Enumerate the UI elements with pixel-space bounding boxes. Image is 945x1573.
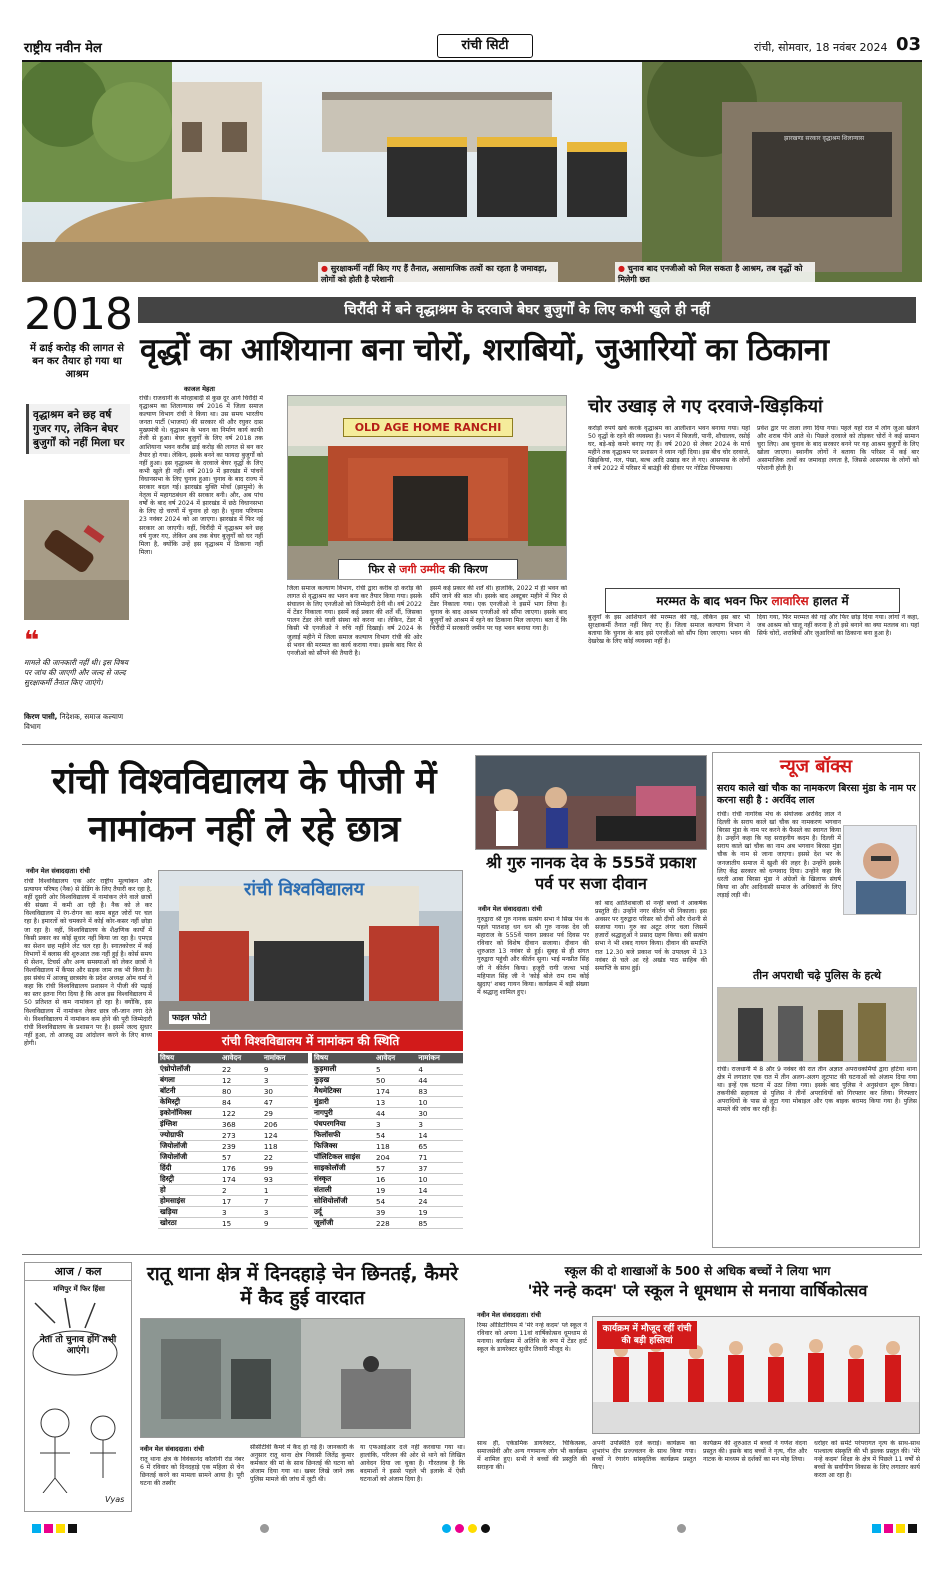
admissions-cell: 22 [262, 1152, 308, 1163]
table-row [158, 1086, 308, 1097]
subject-cell: जियोलॉजी [158, 1141, 220, 1152]
applications-cell: 50 [374, 1075, 416, 1086]
table-row [158, 1207, 308, 1218]
top-caption-left: ● सुरक्षाकर्मी नहीं किए गए हैं तैनात, असामाजिक तत्वों का रहता है जमावड़ा, लोगों को होती है परेशानी [318, 262, 558, 286]
table-title: रांची विश्वविद्यालय में नामांकन की स्थिति [158, 1031, 463, 1051]
admissions-cell: 93 [262, 1174, 308, 1185]
story2-body: रांची विश्वविद्यालय एक ओर राष्ट्रीय मूल्यांकन और प्रत्यायन परिषद (नैक) से ग्रेडिंग के लिए तैयारी कर रहा है, वहीं दूसरी ओर विश्वविद्यालय में नामांकन लेने वाले छात्रों की संख्या में कमी आ रही है। नैक को ले कर विश्वविद्यालय में रंग-रोगन का काम बहुत जोरों पर चल रहा है। इमारतों को चमकाने में कोई कोर-कसर नहीं छोड़ा जा रहा है। वहीं, विश्वविद्यालय के शैक्षणिक कार्यों में किसी प्रकार का कोई सुधार नहीं किया जा रहा है। एमएड का सेशन छह महीने लेट चल रहा है। स्नातकोत्तर में कई विभागों में क्लास की शुरुआत तक नहीं हुई है। कोर्स समय से सेशन, टिचर्स और अन्य समस्याओं को लेकर छात्रों ने विश्वविद्यालय में कैंपस और सड़क जाम तक भी किया है। इस संबंध में आजसू छात्रसंघ के प्रदेश अध्यक्ष ओम वर्मा ने कहा कि रांची विश्वविद्यालय प्रशासन ने पीजी की पढ़ाई का स्तर इतना गिरा दिया है कि आज इस विश्वविद्यालय में 50 प्रतिशत से कम नामांकन हो रहा है। क्योंकि, इस विश्वविद्यालय में नामांकन लेकर छात्र जी-जान लगा देते थे। विश्वविद्यालय में नामांकन कम होने की पूरी जिम्मेदारी रांची विश्वविद्यालय के प्रशासन पर है। इसमें जल्द सुधार नहीं हुआ, तो आजसू उग्र आंदोलन करने के लिए बाध्य होगी। [24, 878, 152, 1047]
story4-body-col3: या एफआईआर दर्ज नहीं करवाया गया था। हालांकि, परिजन की ओर से थाने को लिखित आवेदन दिया जा चुका है। गौरतलब है कि बदमाशों ने इससे पहले भी इलाके में ऐसी घटनाओं को अंजाम दिया है। [360, 1444, 465, 1484]
applications-cell: 15 [220, 1218, 262, 1229]
admissions-cell: 3 [262, 1075, 308, 1086]
story2-byline: नवीन मेल संवाददाता। रांची [26, 867, 90, 875]
table-row [158, 1218, 308, 1229]
red-bullet: ● [618, 264, 628, 273]
applications-cell: 17 [220, 1196, 262, 1207]
story1-body-col2: जिला समाज कल्याण विभाग, रांची द्वारा करीब दो करोड़ की लागत से वृद्धाश्रम का भवन बना कर तैयार किया गया। इसके संचालन के लिए एनजीओ को जिम्मेदारी देनी थी। वर्ष 2022 में टेंडर निकाला गया। इसमें कई प्रकार की शर्तें थीं, जिसका पालन टेंडर लेने वाली संस्था को करना था। लेकिन, टेंडर में किसी भी एनजीओ ने रुचि नहीं दिखाई। वर्ष 2024 के जुलाई महीने में जिला समाज कल्याण विभाग रांची की ओर से भवन की मरम्मत का कार्य कराया गया। इसके बाद फिर से एनजीओ को सौंपने की तैयारी है। [287, 585, 422, 657]
admissions-cell: 3 [262, 1207, 308, 1218]
table-row [158, 1163, 308, 1174]
subject-cell: बंगला [158, 1075, 220, 1086]
admissions-cell: 37 [416, 1163, 463, 1174]
story3-body-col1: गुरुद्वारा श्री गुरु नानक सत्संग सभा ने सिख पंथ के पहले पातशाह धन धन श्री गुरु नानक देव जी महाराज के 555वें पावन प्रकाश पर्व दिवस पर रविवार को विशेष दीवान सजाया। दीवान की शुरुआत 13 नवंबर से हुई। सुबह से ही संगत गुरुद्वारा पहुंची और कीर्तन सुना। भाई मनप्रीत सिंह जी ने कीर्तन किया। हजूरी रागी जत्था भाई महिपाल सिंह जी ने 'कोई बोले राम राम कोई खुदाए' शबद गायन किया। कार्यक्रम में बड़ी संख्या में श्रद्धालु शामिल हुए। [477, 916, 589, 996]
admissions-cell: 47 [262, 1097, 308, 1108]
admissions-cell: 83 [416, 1086, 463, 1097]
table-row [312, 1218, 463, 1229]
subject-cell: हिंदी [158, 1163, 220, 1174]
admissions-cell: 14 [416, 1185, 463, 1196]
story4-body-col2: सीसीटीवी कैमरे में कैद हो गई है। जानकारी के अनुसार रातू थाना क्षेत्र निवासी जितेंद्र कुमार कर्मकार की मां के साथ छिनतई की घटना को अंजाम दिया गया था। खबर लिखे जाने तक पुलिस मामले की जांच में जुटी थी। [250, 1444, 354, 1484]
person-photo [843, 825, 917, 915]
enrollment-table-left [158, 1053, 308, 1229]
admissions-cell: 30 [416, 1108, 463, 1119]
subject-cell: नागपुरी [312, 1108, 374, 1119]
subject-cell: उर्दू [312, 1207, 374, 1218]
subject-cell: खोरठा [158, 1218, 220, 1229]
file-photo-label: फाइल फोटो [169, 1011, 210, 1024]
cartoon-label: आज / कल [25, 1263, 131, 1281]
reg-dot-cyan [442, 1524, 451, 1533]
table-row [312, 1064, 463, 1075]
table-row [312, 1130, 463, 1141]
reg-dot-black [481, 1524, 490, 1533]
color-patch-magenta [44, 1524, 53, 1533]
section-label: रांची सिटी [437, 34, 533, 58]
table-row [312, 1163, 463, 1174]
subject-cell: मैथमेटिक्स [312, 1086, 374, 1097]
admissions-cell: 3 [416, 1119, 463, 1130]
story5-kicker: स्कूल की दो शाखाओं के 500 से अधिक बच्चों ने लिया भाग [564, 1264, 831, 1278]
cartoon-bubble: नेता तो चुनाव होंगे तभी आएंगे। [39, 1335, 117, 1356]
story1-body-col7: दिया गया, फिर मरम्मत की गई और फिर छोड़ दिया गया। लोगों ने कहा, जब आश्रम को चालू नहीं करना है तो इसे बनाने का क्या मतलब था। यहां सिर्फ चोरों, शराबियों और जुआरियों का ठिकाना बना हुआ है। [757, 614, 919, 638]
story1-headline: वृद्धों का आशियाना बना चोरों, शराबियों, जुआरियों का ठिकाना [140, 332, 829, 368]
applications-cell: 3 [374, 1119, 416, 1130]
table-row [158, 1108, 308, 1119]
applications-cell: 273 [220, 1130, 262, 1141]
gurdwara-photo [475, 755, 707, 850]
subject-cell: बॉटनी [158, 1086, 220, 1097]
news-item2-title: तीन अपराधी चढ़े पुलिस के हत्थे [752, 969, 882, 982]
top-photo [22, 62, 922, 282]
admissions-cell: 99 [262, 1163, 308, 1174]
subject-cell: फिजिक्स [312, 1141, 374, 1152]
applications-cell: 54 [374, 1196, 416, 1207]
table-row [312, 1075, 463, 1086]
story5-body-col1: रिम्स ऑडिटोरियम में 'मेरे नन्हे कदम' प्ले स्कूल ने रविवार को अपना 11वां वार्षिकोत्सव धूमधाम से मनाया। कार्यक्रम में अतिथि के रूप में टेंडर हार्ट स्कूल के डायरेक्टर सुधीर तिवारी मौजूद थे। [477, 1322, 587, 1354]
subject-cell: हो [158, 1185, 220, 1196]
top-caption-right: ● चुनाव बाद एनजीओ को मिल सकता है आश्रम, तब वृद्धों को मिलेगी छत [615, 262, 815, 286]
table-row [312, 1152, 463, 1163]
color-patch-cyan [32, 1524, 41, 1533]
cartoon-top-text: मणिपुर में फिर हिंसा [53, 1285, 105, 1293]
applications-cell: 122 [220, 1108, 262, 1119]
subject-cell: हिस्ट्री [158, 1174, 220, 1185]
admissions-cell: 7 [262, 1196, 308, 1207]
quote-text: मामले की जानकारी नहीं थी। इस विषय पर जांच की जाएगी और जल्द से जल्द सुरक्षाकर्मी तैनात किए जाएंगे। [24, 658, 129, 687]
subject-cell: संताली [312, 1185, 374, 1196]
table-header: विषय [312, 1053, 374, 1064]
page-number: 03 [896, 34, 922, 55]
news-box-title: न्यूज बॉक्स [779, 756, 853, 777]
story3-byline: नवीन मेल संवाददाता। रांची [478, 905, 542, 913]
police-image [718, 988, 917, 1062]
story4-body-col1: रातू थाना क्षेत्र के विवेकानंद कॉलोनी रोड नंबर 6 में रविवार को दिनदहाड़े एक महिला से चेन छिनतई करने का मामला सामने आया है। पूरी घटना की तस्वीर [140, 1456, 244, 1488]
table-row [312, 1119, 463, 1130]
story5-body-col5: धरोहर को समेटे परंपरागत नृत्य के साथ-साथ पाश्चात्य संस्कृति की भी झलक प्रस्तुत की। 'मेरे नन्हे कदम' शिक्षा के क्षेत्र में पिछले 11 वर्षों से बच्चों के सर्वांगीण विकास के लिए लगातार कार्य करता आ रहा है। [814, 1440, 920, 1480]
table-row [312, 1185, 463, 1196]
person-image [844, 826, 917, 915]
story4-headline: रातू थाना क्षेत्र में दिनदहाड़े चेन छिनतई, कैमरे में कैद हुई वारदात [146, 1263, 459, 1309]
applications-cell: 84 [220, 1097, 262, 1108]
admissions-cell: 71 [416, 1152, 463, 1163]
applications-cell: 12 [220, 1075, 262, 1086]
date-line: रांची, सोमवार, 18 नवंबर 2024 [754, 41, 888, 54]
subject-cell: सोशियोलॉजी [312, 1196, 374, 1207]
table-row [158, 1152, 308, 1163]
signboard-text: झारखण्ड सरकार वृद्धाश्रम शिलान्यास [784, 135, 864, 142]
enrollment-table [158, 1053, 308, 1229]
story3-body-col2: को बाद आतिशबाजी से नन्हीं बच्चों ने आकर्षक प्रस्तुति दी। उन्होंने नगर कीर्तन भी निकाला। इस अवसर पर गुरुद्वारा परिसर को दीयों और रोशनी से सजाया गया। गुरु का अटूट लंगर चला जिसमें हजारों श्रद्धालुओं ने प्रसाद ग्रहण किया। स्त्री सत्संग सभा ने भी शबद गायन किया। दीवान की समाप्ति रात 12.30 बजे प्रकाश पर्व के उपलक्ष्य में 13 नवंबर से चले आ रहे अखंड पाठ साहिब की समाप्ति के साथ हुई। [595, 900, 707, 972]
admissions-cell: 14 [416, 1130, 463, 1141]
top-photo-strip [22, 62, 922, 282]
quote-mark: ❝ [24, 626, 40, 656]
admissions-cell: 44 [416, 1075, 463, 1086]
table-row [312, 1108, 463, 1119]
applications-cell: 5 [374, 1064, 416, 1075]
applications-cell: 174 [220, 1174, 262, 1185]
admissions-cell: 65 [416, 1141, 463, 1152]
admissions-cell: 4 [416, 1064, 463, 1075]
subject-cell: संस्कृत [312, 1174, 374, 1185]
applications-cell: 368 [220, 1119, 262, 1130]
masthead [22, 34, 922, 60]
color-patch-magenta [884, 1524, 893, 1533]
admissions-cell: 118 [262, 1141, 308, 1152]
subject-cell: कुड़ख [312, 1075, 374, 1086]
applications-cell: 57 [374, 1163, 416, 1174]
bottle-photo [24, 500, 129, 620]
admissions-cell: 10 [416, 1097, 463, 1108]
subject-cell: कुड़माली [312, 1064, 374, 1075]
reg-dot-magenta [455, 1524, 464, 1533]
table-header: आवेदन [374, 1053, 416, 1064]
subject-cell: पॉलिटिकल साइंस [312, 1152, 374, 1163]
table-row [158, 1119, 308, 1130]
subject-cell: इकोनॉमिक्स [158, 1108, 220, 1119]
table-header: विषय [158, 1053, 220, 1064]
admissions-cell: 30 [262, 1086, 308, 1097]
school-photo-caption: कार्यक्रम में मौजूद रहीं रांची की बड़ी हस्तियां [597, 1321, 697, 1349]
applications-cell: 44 [374, 1108, 416, 1119]
subject-cell: होमसाइंस [158, 1196, 220, 1207]
subject-cell: जूलॉजी [312, 1218, 374, 1229]
subject-cell: पंचपरगनिया [312, 1119, 374, 1130]
subject-cell: खड़िया [158, 1207, 220, 1218]
subject-cell: इंग्लिश [158, 1119, 220, 1130]
applications-cell: 3 [220, 1207, 262, 1218]
subject-cell: एंथ्रोपोलॉजी [158, 1064, 220, 1075]
reg-dot-yellow [468, 1524, 477, 1533]
story1-byline: काजल मेहता [184, 385, 215, 393]
enrollment-table [312, 1053, 463, 1229]
story1-kicker: चिरौंदी में बने वृद्धाश्रम के दरवाजे बेघर बुजुर्गों के लिए कभी खुले ही नहीं [138, 297, 916, 323]
admissions-cell: 85 [416, 1218, 463, 1229]
reg-dot [260, 1524, 269, 1533]
table-row [158, 1196, 308, 1207]
story2-headline: रांची विश्वविद्यालय के पीजी में नामांकन नहीं ले रहे छात्र [51, 761, 437, 850]
news-item2-body: रांची। राजधानी में 8 और 9 नवंबर की रात तीन अज्ञात अपराधकर्मियों द्वारा हटिया थाना क्षेत्र में लगातार एक रात में तीन अलग-अलग लूटपाट की घटनाओं को अंजाम दिया गया था। इन्हें एक घटना में उठा लिया गया। इसके बाद पुलिस ने अनुसंधान शुरू किया। तकनीकी सहायता से पुलिस ने तीनों अपराधियों को गिरफ्तार कर लिया। गिरफ्तार अपराधियों के पास से लूटा गया मोबाइल और एक बाइक बरामद किया गया है। पुलिस मामले की जांच कर रही है। [717, 1066, 917, 1114]
registration-bar [22, 1522, 922, 1534]
subject-cell: फिलॉसफी [312, 1130, 374, 1141]
admissions-cell: 1 [262, 1185, 308, 1196]
subject-cell: साइकोलॉजी [312, 1163, 374, 1174]
applications-cell: 174 [374, 1086, 416, 1097]
old-age-home-photo [287, 395, 567, 580]
table-row [158, 1185, 308, 1196]
table-row [312, 1097, 463, 1108]
color-patch-black [908, 1524, 917, 1533]
table-header: आवेदन [220, 1053, 262, 1064]
story1-body-col4: करोड़ों रुपये खर्च करके वृद्धाश्रम का आलीशान भवन बनाया गया। यहां 50 वृद्धों के रहने की व्यवस्था है। भवन में बिजली, पानी, शौचालय, रसोई घर, बड़े-बड़े कमरे बनाए गए हैं। वर्ष 2020 से लेकर 2024 के मार्च महीने तक वृद्धाश्रम पर प्रशासन ने ध्यान नहीं दिया। इस बीच चोर दरवाजे, खिड़कियां, नल, पंखा, बल्ब आदि उखाड़ कर ले गए। आसपास के लोगों ने वर्ष 2022 में परिसर में बाउंड्री की दीवार पर नोटिस चिपकाया। [588, 425, 750, 473]
admissions-cell: 124 [262, 1130, 308, 1141]
applications-cell: 54 [374, 1130, 416, 1141]
story4-byline: नवीन मेल संवाददाता। रांची [140, 1445, 204, 1453]
applications-cell: 13 [374, 1097, 416, 1108]
quote-author: किरण पासी, निदेशक, समाज कल्याण विभाग [24, 712, 124, 731]
admissions-cell: 206 [262, 1119, 308, 1130]
table-header: नामांकन [416, 1053, 463, 1064]
story5-headline: 'मेरे नन्हे कदम' प्ले स्कूल ने धूमधाम से मनाया वार्षिकोत्सव [527, 1281, 868, 1300]
divider [22, 1254, 922, 1255]
applications-cell: 239 [220, 1141, 262, 1152]
table-row [312, 1086, 463, 1097]
table-header: नामांकन [262, 1053, 308, 1064]
police-photo [717, 987, 917, 1062]
table-row [312, 1174, 463, 1185]
subject-cell: मुंडारी [312, 1097, 374, 1108]
admissions-cell: 9 [262, 1064, 308, 1075]
subject-cell: जियोलॉजी [158, 1152, 220, 1163]
gurdwara-image [476, 756, 707, 850]
subject-cell: केमिस्ट्री [158, 1097, 220, 1108]
school-photo [592, 1316, 920, 1434]
subject-cell: ज्योग्राफी [158, 1130, 220, 1141]
story1-body-col1: रांची। राजधानी के मोरहाबादी से कुछ दूर आगे चिरौंदी में वृद्धाश्रम का शिलान्यास वर्ष 2016 में जिला समाज कल्याण विभाग रांची ने किया था। उस समय भारतीय जनता पार्टी (भाजपा) की सरकार थी और रघुवर दास मुख्यमंत्री थे। वृद्धाश्रम के भवन का निर्माण कार्य काफी तेजी से हुआ। बेघर बुजुर्गों के लिए वर्ष 2018 तक आशियाना भवन करीब ढाई करोड़ की लागत से बन कर तैयार हो गया। लेकिन, इसके बनने का फायदा बुजुर्गों को नहीं हुआ। इस वृद्धाश्रम के दरवाजे बेघर वृद्धों के लिए कभी खुले ही नहीं। वर्ष 2019 में झारखंड में पांचवें विधानसभा के लिए चुनाव हुआ। चुनाव के बाद राज्य में सरकार बदल गई। झारखंड मुक्ति मोर्चा (झामुमो) के नेतृत्व में महागठबंधन की सरकार बनी। और, अब पांच वर्षों के बाद वर्ष 2024 में झारखंड में छठे विधानसभा के लिए दो चरणों में चुनाव हो रहा है। चुनाव परिणाम 23 नवंबर 2024 को आ जाएगा। झारखंड में फिर नई सरकार आ जाएगी। वहीं, चिरौंदी में वृद्धाश्रम बने छह वर्ष गुजर गए, लेकिन अब तक बेघर बुजुर्गों को घर नहीं मिला है, क्योंकि उन्हें इस वृद्धाश्रम में ठिकाना नहीं मिला। [139, 395, 263, 556]
brand-logo: राष्ट्रीय नवीन मेल [24, 41, 102, 56]
applications-cell: 22 [220, 1064, 262, 1075]
color-patch-black [68, 1524, 77, 1533]
story1-sub1: चोर उखाड़ ले गए दरवाजे-खिड़कियां [588, 396, 823, 417]
color-patch-yellow [896, 1524, 905, 1533]
table-row [158, 1097, 308, 1108]
table-row [158, 1141, 308, 1152]
story1-body-col3: इसमें कई प्रकार की शर्तें थीं। हालांकि, 2022 में ही भवन को सौंपे जाने की बात थी। इसके बाद अक्टूबर महीने में फिर से टेंडर निकाला गया। एक एनजीओ ने इसमें भाग लिया है। चुनाव के बाद आश्रम एनजीओ को सौंपा जाएगा। इसके बाद बुजुर्गों को आश्रम में रहने का ठिकाना मिल जाएगा। बता दें कि चिरौंदी में सरकारी जमीन पर यह भवन बनाया गया है। [430, 585, 567, 633]
caption-highlight: जगी उम्मीद [399, 563, 445, 576]
pull-quote: वृद्धाश्रम बने छह वर्ष गुजर गए, लेकिन बेघर बुजुर्गों को नहीं मिला घर [26, 404, 130, 454]
sub2-highlight: लावारिस [771, 594, 809, 608]
enrollment-table-right [312, 1053, 463, 1229]
color-patch-yellow [56, 1524, 65, 1533]
university-sign: रांची विश्वविद्यालय [243, 879, 365, 900]
applications-cell: 2 [220, 1185, 262, 1196]
table-row [312, 1196, 463, 1207]
story5-byline: नवीन मेल संवाददाता। रांची [477, 1311, 541, 1319]
cartoon-panel [24, 1262, 132, 1512]
applications-cell: 16 [374, 1174, 416, 1185]
applications-cell: 57 [220, 1152, 262, 1163]
admissions-cell: 19 [416, 1207, 463, 1218]
table-row [158, 1064, 308, 1075]
applications-cell: 118 [374, 1141, 416, 1152]
story1-sub2: मरम्मत के बाद भवन फिर लावारिस हालत में [605, 588, 900, 613]
table-row [312, 1141, 463, 1152]
applications-cell: 19 [374, 1185, 416, 1196]
applications-cell: 204 [374, 1152, 416, 1163]
story1-body-col6: बुजुर्गों के इस आशियाने की मरम्मत की गई, लेकिन इस बार भी सुरक्षाकर्मी तैनात नहीं किए गए हैं। जिला समाज कल्याण विभाग ने बताया कि चुनाव के बाद इसे एनजीओ को सौंप दिया जाएगा। भवन की देखरेख के लिए कोई व्यवस्था नहीं है। [588, 614, 750, 646]
color-patch-cyan [872, 1524, 881, 1533]
admissions-cell: 29 [262, 1108, 308, 1119]
news-box [712, 752, 920, 1248]
admissions-cell: 10 [416, 1174, 463, 1185]
admissions-cell: 9 [262, 1218, 308, 1229]
story1-body-col5: प्रवेश द्वार पर ताला लगा दिया गया। पहले यहां रात में लोग जुआ खेलने और शराब पीने आते थे। पिछले दरवाजे को तोड़कर चोरों ने कई सामान चुरा लिए। अब चुनाव के बाद सरकार बनने पर यह आश्रम बुजुर्गों के लिए खोला जाएगा। स्थानीय लोगों ने बताया कि परिसर में कई बार असामाजिक तत्वों का जमावड़ा लगता है, जिससे आसपास के लोगों को परेशानी होती है। [757, 425, 919, 473]
news-item1-body: रांची। रांची नागरिक मंच के संयोजक अरविंद लाल ने दिल्ली के सराय काले खां चौक का नामकरण भगवान बिरसा मुंडा के नाम पर करने के फैसले का स्वागत किया है। उन्होंने कहा कि यह सराहनीय कदम है। दिल्ली में सराय काले खां चौक का नाम अब भगवान बिरसा मुंडा चौक के नाम से जाना जाएगा। इससे देश भर के जनजातीय समाज में खुशी की लहर है। उन्होंने इसके लिए केंद्र सरकार को धन्यवाद दिया। उन्होंने कहा कि धरती आबा बिरसा मुंडा ने अंग्रेजों के खिलाफ संघर्ष किया था और आदिवासी समाज के अधिकारों के लिए लड़ाई लड़ी थी। [717, 811, 841, 899]
applications-cell: 176 [220, 1163, 262, 1174]
applications-cell: 228 [374, 1218, 416, 1229]
table-row [312, 1207, 463, 1218]
side-year: 2018 [24, 289, 132, 340]
cctv-photo [140, 1318, 465, 1438]
divider [22, 744, 922, 745]
old-age-home-sign: OLD AGE HOME RANCHI [343, 418, 513, 437]
story5-body-col4: कार्यक्रम की शुरुआत में बच्चों ने गणेश वंदना प्रस्तुत की। इसके बाद बच्चों ने नृत्य, गीत और नाटक के माध्यम से दर्शकों का मन मोह लिया। [703, 1440, 807, 1464]
story3-headline: श्री गुरु नानक देव के 555वें प्रकाश पर्व पर सजा दीवान [485, 853, 697, 893]
table-row [158, 1075, 308, 1086]
table-row [158, 1130, 308, 1141]
side-year-caption: में ढाई करोड़ की लागत से बन कर तैयार हो गया था आश्रम [30, 343, 124, 380]
story5-body-col2: साथ ही, एकेडमिक डायरेक्टर, चिकित्सक, समाजसेवी और अन्य गणमान्य लोग भी कार्यक्रम में शामिल हुए। सभी ने बच्चों की प्रस्तुति की सराहना की। [477, 1440, 587, 1472]
applications-cell: 80 [220, 1086, 262, 1097]
bottle-image [24, 500, 129, 620]
story5-body-col3: अपनी उपस्थिति दर्ज कराई। कार्यक्रम का शुभारंभ दीप प्रज्ज्वलन के साथ किया गया। बच्चों ने रंगारंग सांस्कृतिक कार्यक्रम प्रस्तुत किए। [592, 1440, 696, 1472]
reg-dot [677, 1524, 686, 1533]
red-bullet: ● [321, 264, 331, 273]
admissions-cell: 24 [416, 1196, 463, 1207]
news-item1-title: सराय काले खां चौक का नामकरण बिरसा मुंडा के नाम पर करना सही है : अरविंद लाल [717, 783, 916, 806]
table-row [158, 1174, 308, 1185]
applications-cell: 39 [374, 1207, 416, 1218]
cartoon-drawing [25, 1293, 131, 1493]
cctv-image [141, 1319, 465, 1438]
cartoon-signature: Vyas [105, 1495, 125, 1504]
photo-caption-box: फिर से जगी उम्मीद की किरण [338, 559, 518, 580]
university-photo [158, 870, 463, 1030]
